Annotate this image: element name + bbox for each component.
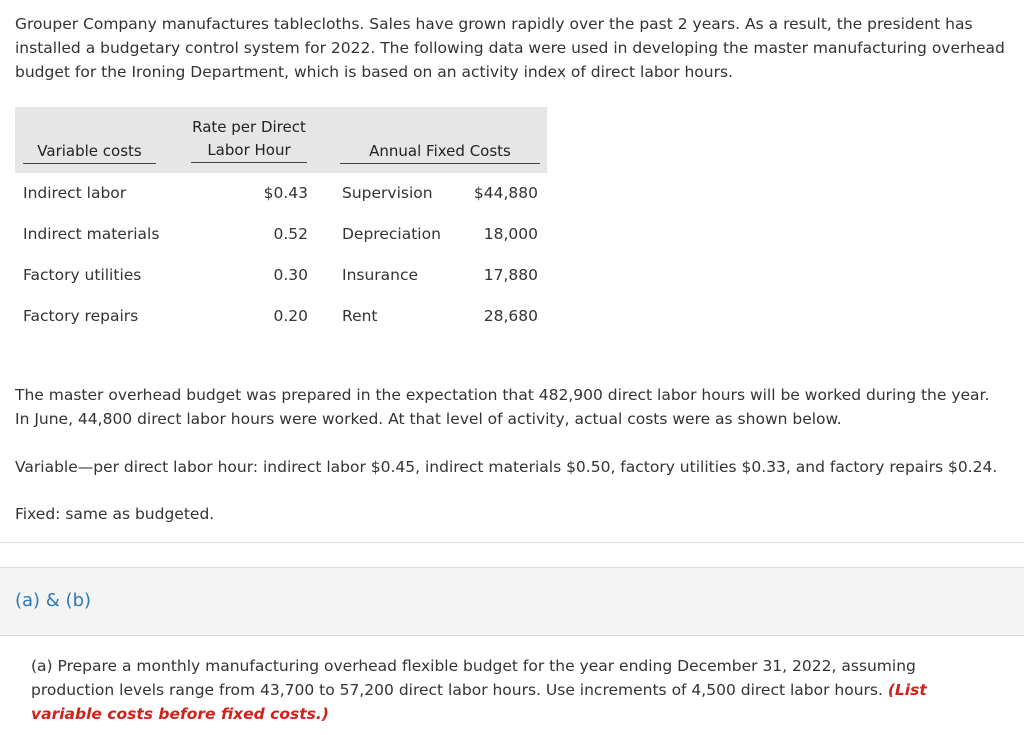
section-divider <box>0 542 1024 543</box>
header-variable-costs: Variable costs <box>23 140 156 164</box>
variable-cost-rate: $0.43 <box>263 184 308 202</box>
part-header <box>0 567 1024 636</box>
actual-variable-costs-paragraph: Variable—per direct labor hour: indirect labor $0.45, indirect materials $0.50, factory utilities $0.33, and factory repairs $0.24. <box>15 458 998 476</box>
fixed-costs-paragraph: Fixed: same as budgeted. <box>15 505 215 523</box>
question-instruction: (List variable costs before fixed costs.) <box>31 681 927 723</box>
table-row <box>15 181 547 205</box>
variable-cost-label: Indirect labor <box>23 184 127 202</box>
variable-cost-label: Factory repairs <box>23 307 139 325</box>
fixed-cost-label: Rent <box>342 307 378 325</box>
header-annual-fixed-costs: Annual Fixed Costs <box>340 140 540 164</box>
fixed-cost-label: Supervision <box>342 184 433 202</box>
question-text <box>31 654 991 726</box>
fixed-cost-label: Depreciation <box>342 225 441 243</box>
part-title: (a) & (b) <box>15 590 92 611</box>
table-row <box>15 263 547 287</box>
fixed-cost-value: $44,880 <box>473 184 538 202</box>
variable-cost-label: Factory utilities <box>23 266 142 284</box>
question-body: (a) Prepare a monthly manufacturing overhead flexible budget for the year ending December 31, 2022, assuming production levels range from 43,700 to 57,200 direct labor hours. Use increments of 4,500 direct labor hours. <box>31 657 916 699</box>
fixed-cost-value: 17,880 <box>483 266 538 284</box>
problem-intro: Grouper Company manufactures tablecloths. Sales have grown rapidly over the past 2 years. As a result, the president has installed a budgetary control system for 2022. The following data were used in developing the master manufacturing overhead budget for the Ironing Department, which is based on an activity index of direct labor hours. <box>15 15 1005 81</box>
variable-cost-rate: 0.52 <box>273 225 308 243</box>
budget-expectation-paragraph: The master overhead budget was prepared in the expectation that 482,900 direct labor hours will be worked during the year. In June, 44,800 direct labor hours were worked. At that level of activity, actual costs were as shown below. <box>15 386 990 428</box>
table-header <box>15 107 547 173</box>
variable-cost-rate: 0.20 <box>273 307 308 325</box>
overhead-data-table <box>15 107 547 325</box>
fixed-cost-value: 18,000 <box>483 225 538 243</box>
fixed-cost-label: Insurance <box>342 266 419 284</box>
table-row <box>15 304 547 328</box>
header-rate-per-dlh: Rate per Direct Labor Hour <box>191 116 307 163</box>
variable-cost-label: Indirect materials <box>23 225 160 243</box>
fixed-cost-value: 28,680 <box>483 307 538 325</box>
table-row <box>15 222 547 246</box>
variable-cost-rate: 0.30 <box>273 266 308 284</box>
